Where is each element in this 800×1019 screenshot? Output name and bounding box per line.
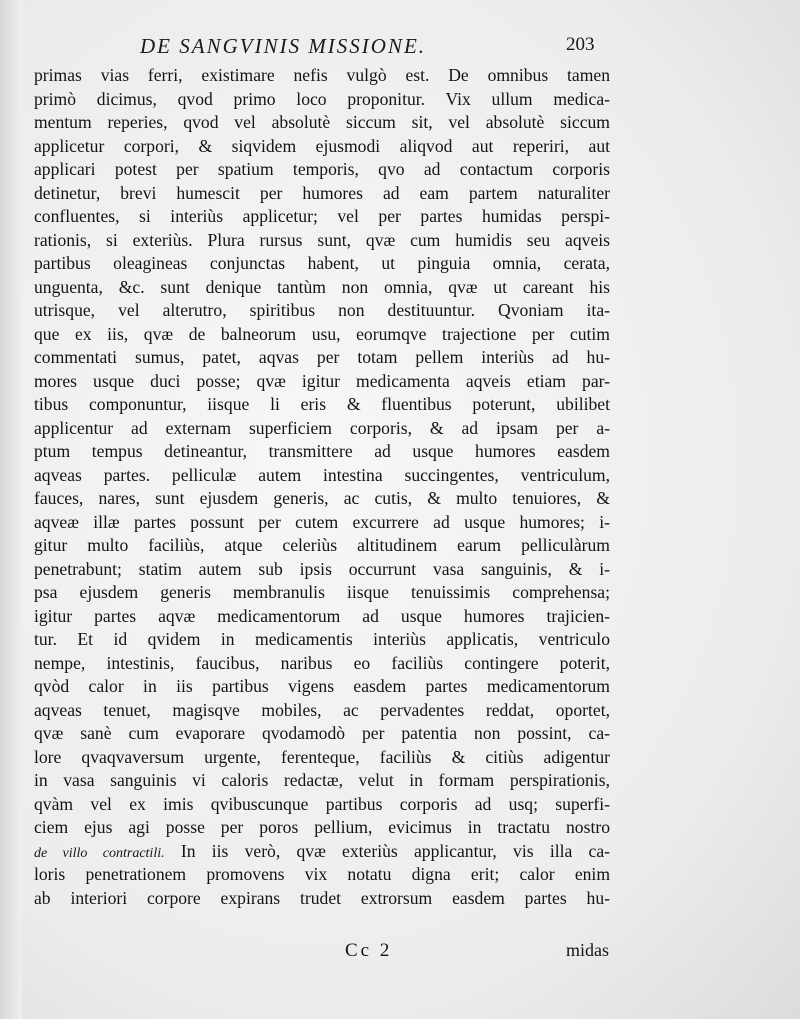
text-line-rest: In iis verò, qvæ exteriùs applicantur, vis illa ca-: [164, 840, 610, 861]
running-head: DE SANGVINIS MISSIONE.: [140, 34, 427, 58]
text-line: tur. Et id qvidem in medicamentis interiùs applicatis, ventriculo: [34, 629, 610, 649]
text-line: tibus componuntur, iisque li eris & fluentibus poterunt, ubilibet: [34, 394, 610, 414]
text-line: applicentur ad externam superficiem corporis, & ad ipsam per a-: [34, 417, 610, 438]
text-line: mentum reperies, qvod vel absolutè siccum sit, vel absolutè siccum: [34, 112, 610, 132]
text-line: lore qvaqvaversum urgente, ferenteque, faciliùs & citiùs adigentur: [34, 746, 610, 767]
text-line: applicari potest per spatium temporis, qvo ad contactum corporis: [34, 159, 610, 179]
page-header: [0, 34, 800, 62]
body-text: [34, 64, 610, 910]
page-gutter-shadow: [0, 0, 22, 1019]
text-line: aqveæ illæ partes possunt per cutem excurrere ad usque humores; i-: [34, 511, 610, 532]
text-line: aqveas partes. pelliculæ autem intestina succingentes, ventriculum,: [34, 464, 610, 485]
text-line: applicetur corpori, & siqvidem ejusmodi aliqvod aut reperiri, aut: [34, 135, 610, 156]
cited-work-title: de villo contractili.: [34, 845, 165, 861]
text-line: loris penetrationem promovens vix notatu digna erit; calor enim: [34, 864, 610, 884]
text-line: qvàm vel ex imis qvibuscunque partibus corporis ad usq; superfi-: [34, 793, 610, 814]
page-number: 203: [566, 34, 595, 55]
text-line: fauces, nares, sunt ejusdem generis, ac cutis, & multo tenuiores, &: [34, 488, 610, 508]
text-line: in vasa sanguinis vi caloris redactæ, velut in formam perspirationis,: [34, 770, 610, 790]
text-line: ciem ejus agi posse per poros pellium, evicimus in tractatu nostro: [34, 817, 610, 837]
text-line: psa ejusdem generis membranulis iisque tenuissimis comprehensa;: [34, 582, 610, 602]
text-line: primas vias ferri, existimare nefis vulgò est. De omnibus tamen: [34, 65, 610, 85]
signature-mark: Cc 2: [345, 940, 393, 961]
text-line: ab interiori corpore expirans trudet extrorsum easdem partes hu-: [34, 887, 610, 908]
text-line: qvæ sanè cum evaporare qvodamodò per patentia non possint, ca-: [34, 723, 610, 743]
text-line-citation: [34, 840, 610, 864]
text-line: nempe, intestinis, faucibus, naribus eo faciliùs contingere poterit,: [34, 652, 610, 673]
text-line: penetrabunt; statim autem sub ipsis occurrunt vasa sanguinis, & i-: [34, 558, 610, 579]
text-line: ptum tempus detineantur, transmittere ad usque humores easdem: [34, 441, 610, 461]
text-line: igitur partes aqvæ medicamentorum ad usque humores trajicien-: [34, 605, 610, 626]
text-line: aqveas tenuet, magisqve mobiles, ac pervadentes reddat, oportet,: [34, 699, 610, 720]
text-line: gitur multo faciliùs, atque celeriùs altitudinem earum pelliculàrum: [34, 535, 610, 555]
page-footer: [0, 940, 800, 970]
text-line: detinetur, brevi humescit per humores ad eam partem naturaliter: [34, 182, 610, 203]
text-line: commentati sumus, patet, aqvas per totam pellem interiùs ad hu-: [34, 347, 610, 367]
text-line: confluentes, si interiùs applicetur; vel per partes humidas perspi-: [34, 206, 610, 226]
text-line: rationis, si exteriùs. Plura rursus sunt, qvæ cum humidis seu aqveis: [34, 229, 610, 250]
text-line: qvòd calor in iis partibus vigens easdem partes medicamentorum: [34, 676, 610, 696]
text-line: mores usque duci posse; qvæ igitur medicamenta aqveis etiam par-: [34, 370, 610, 391]
text-line: primò dicimus, qvod primo loco proponitur. Vix ullum medica-: [34, 88, 610, 109]
text-line: que ex iis, qvæ de balneorum usu, eorumqve trajectione per cutim: [34, 323, 610, 344]
catchword: midas: [566, 940, 609, 960]
text-line: utrisque, vel alterutro, spiritibus non destituuntur. Qvoniam ita-: [34, 300, 610, 320]
text-line: partibus oleagineas conjunctas habent, ut pinguia omnia, cerata,: [34, 253, 610, 273]
text-line: unguenta, &c. sunt denique tantùm non omnia, qvæ ut careant his: [34, 276, 610, 297]
